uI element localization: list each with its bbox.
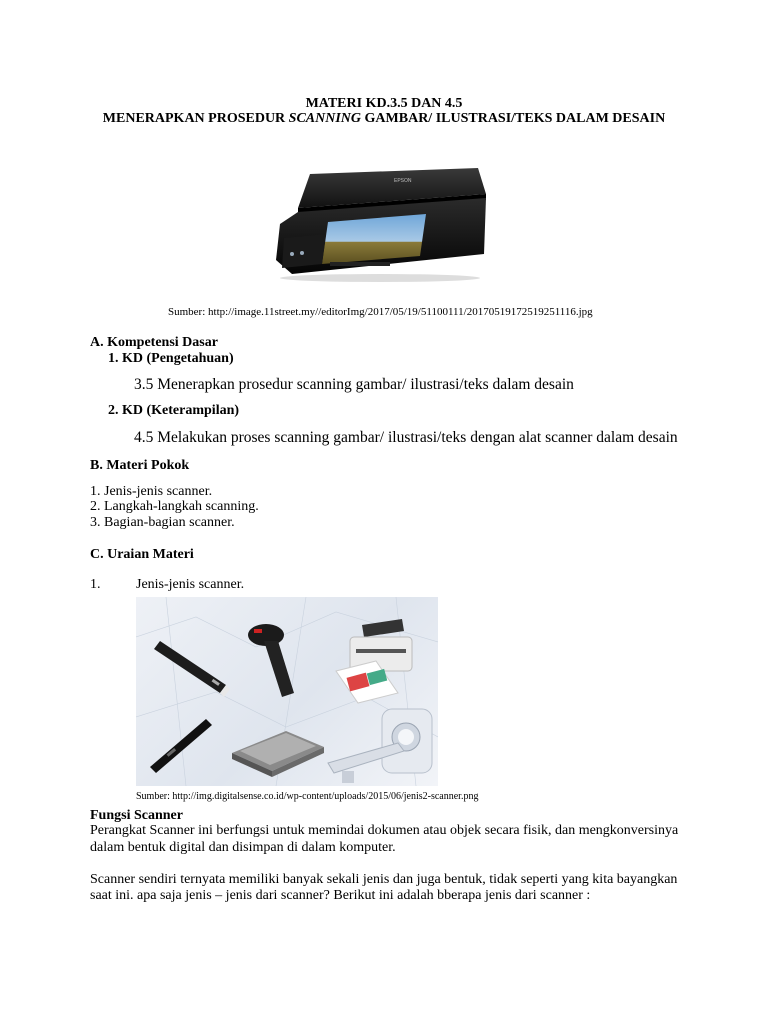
document-scanner-icon [336, 619, 412, 703]
uraian-item-number: 1. [90, 577, 101, 592]
kd1-text: 3.5 Menerapkan prosedur scanning gambar/ ilustrasi/teks dalam desain [134, 376, 574, 393]
fungsi-paragraph2-line2: saat ini. apa saja jenis – jenis dari scanner? Berikut ini adalah bberapa jenis dari scanner : [90, 888, 591, 903]
fungsi-paragraph1-line2: dalam bentuk digital dan disimpan di dalam komputer. [90, 840, 396, 855]
title-part-after: GAMBAR/ ILUSTRASI/TEKS DALAM DESAIN [361, 111, 666, 126]
section-a-heading: A. Kompetensi Dasar [90, 335, 218, 350]
portable-scanner-icon [154, 641, 230, 697]
brand-logo: EPSON [394, 178, 412, 184]
section-b-heading: B. Materi Pokok [90, 458, 190, 473]
ct-scanner-icon [328, 709, 432, 783]
flatbed-scanner-image [270, 164, 492, 284]
scanner-types-image [136, 597, 438, 786]
hero-image-source: Sumber: http://image.11street.my//editorImg/2017/05/19/51100111/20170519172519251116.jpg [168, 306, 593, 318]
list-item: 2. Langkah-langkah scanning. [90, 499, 259, 514]
list-item: 1. Jenis-jenis scanner. [90, 484, 213, 499]
kd2-text: 4.5 Melakukan proses scanning gambar/ ilustrasi/teks dengan alat scanner dalam desain [134, 429, 678, 446]
collage-image-source: Sumber: http://img.digitalsense.co.id/wp-content/uploads/2015/06/jenis2-scanner.png [136, 791, 479, 802]
title-part-before: MENERAPKAN PROSEDUR [102, 111, 289, 126]
section-c-heading: C. Uraian Materi [90, 547, 194, 562]
doc-title-line2 [0, 110, 768, 127]
fungsi-heading: Fungsi Scanner [90, 808, 183, 823]
list-item: 3. Bagian-bagian scanner. [90, 515, 235, 530]
kd1-label: 1. KD (Pengetahuan) [108, 351, 234, 366]
fungsi-paragraph1-line1: Perangkat Scanner ini berfungsi untuk memindai dokumen atau objek secara fisik, dan mengkonversinya [90, 823, 679, 838]
doc-title-line1: MATERI KD.3.5 DAN 4.5 [305, 96, 463, 111]
kd2-label: 2. KD (Keterampilan) [108, 403, 240, 418]
fungsi-paragraph2-line1: Scanner sendiri ternyata memiliki banyak sekali jenis dan juga bentuk, tidak seperti yang kita bayangkan [90, 872, 678, 887]
barcode-scanner-icon [248, 624, 294, 697]
uraian-item-text: Jenis-jenis scanner. [136, 577, 245, 592]
compact-flatbed-scanner-icon [232, 731, 324, 777]
pen-scanner-icon [150, 719, 212, 773]
title-part-italic: SCANNING [288, 111, 362, 126]
